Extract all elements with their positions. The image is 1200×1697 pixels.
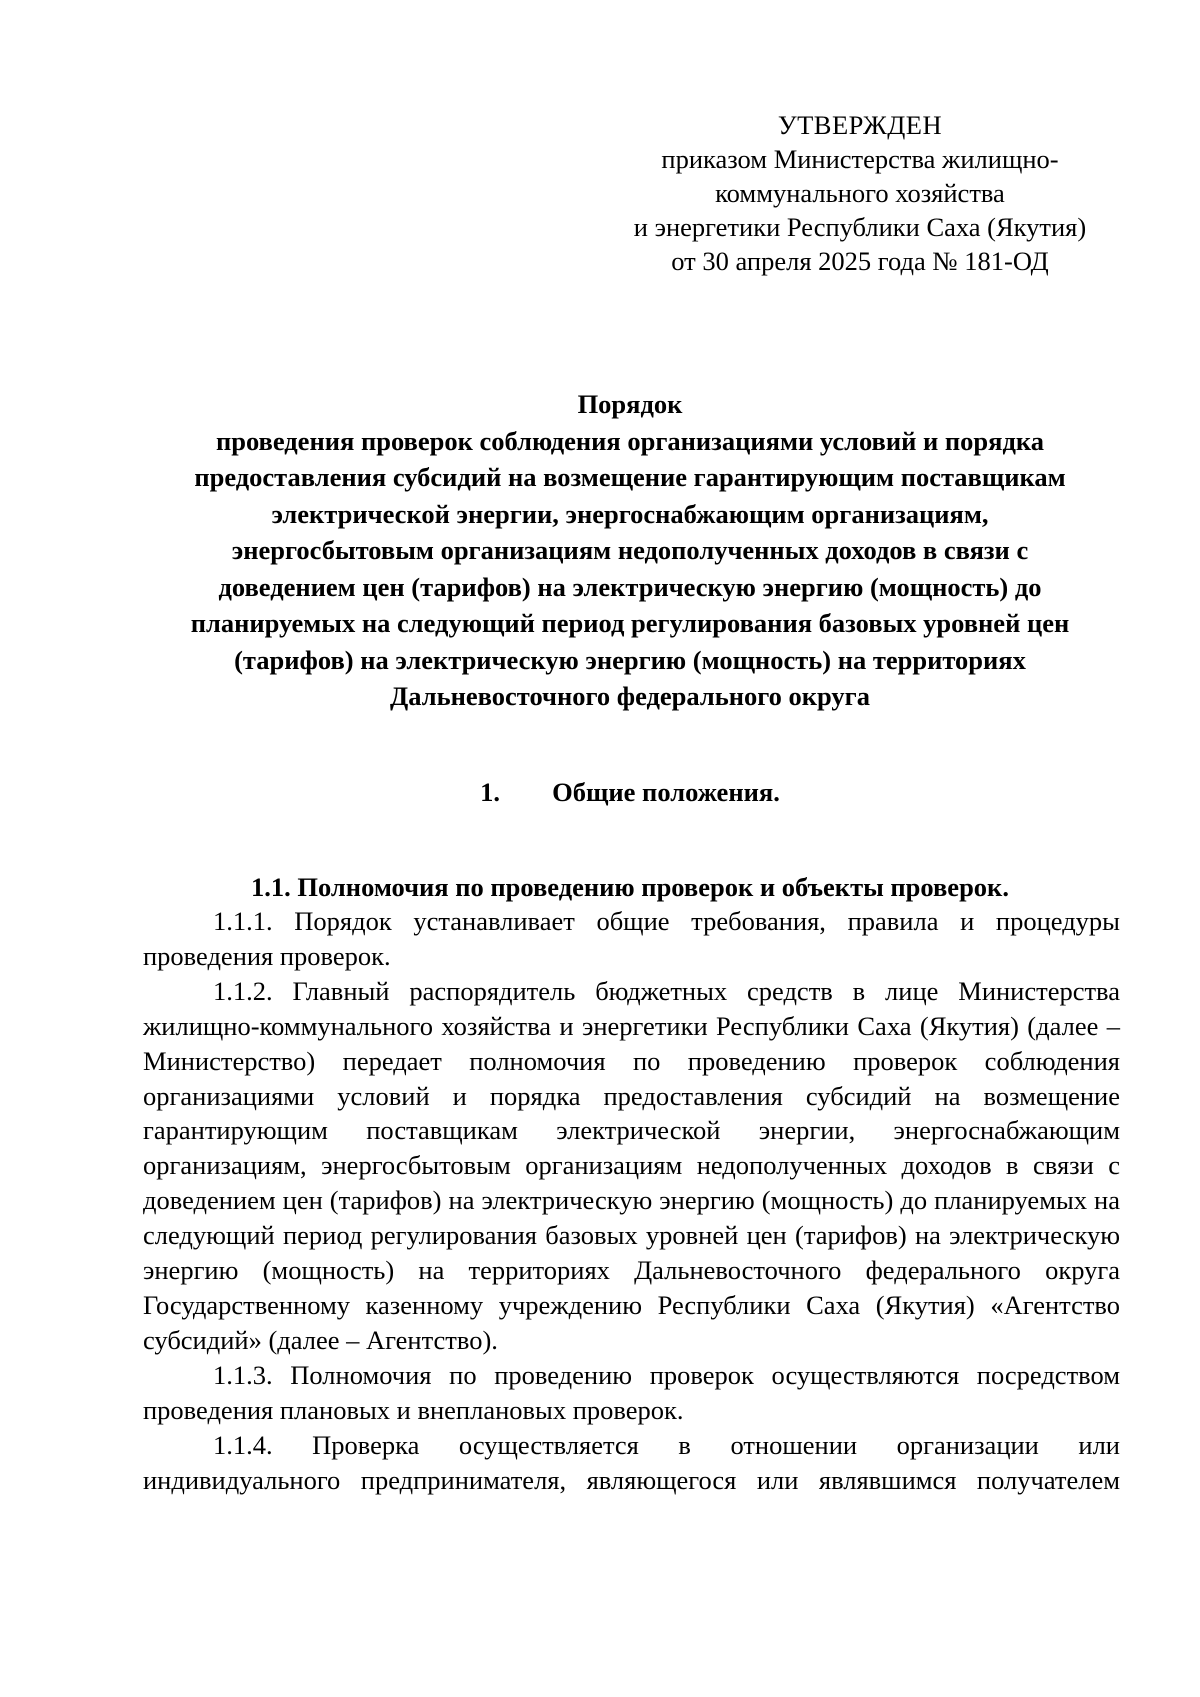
section-heading xyxy=(140,775,1120,809)
approval-line: коммунального хозяйства xyxy=(715,178,1005,208)
title-line: предоставления субсидий на возмещение гарантирующим поставщикам xyxy=(194,462,1066,492)
title-line: Дальневосточного федерального округа xyxy=(390,681,870,711)
title-line: (тарифов) на электрическую энергию (мощность) на территориях xyxy=(234,644,1026,675)
approval-stamp-title: УТВЕРЖДЕН xyxy=(777,110,943,140)
title-heading: Порядок xyxy=(577,389,683,419)
paragraph-1-1-3: 1.1.3. Полномочия по проведению проверок осуществляются посредством проведения плановых и внеплановых проверок. xyxy=(143,1359,1120,1425)
document-body xyxy=(143,904,1120,1497)
approval-line: приказом Министерства жилищно- xyxy=(661,144,1059,174)
paragraph-1-1-1: 1.1.1. Порядок устанавливает общие требования, правила и процедуры проведения проверок. xyxy=(143,906,1120,971)
paragraph-1-1-2: 1.1.2. Главный распорядитель бюджетных средств в лице Министерства жилищно-коммунального хозяйства и энергетики Республики Саха (Якутия) (далее – Министерство) передает полномочия по проведению проверок соблюдения организациями условий и порядка предоставления субсидий на возмещение гарантирующим поставщикам электрической энергии, энергоснабжающим организациям, энергосбытовым организациям недополученных доходов в связи с доведением цен (тарифов) на электрическую энергию (мощность) до планируемых на следующий период регулирования базовых уровней цен (тарифов) на электрическую энергию (мощность) на территориях Дальневосточного федерального округа Государственному казенному учреждению Республики Саха (Якутия) «Агентство субсидий» (далее – Агентство). xyxy=(143,975,1120,1355)
section-title: Общие положения. xyxy=(552,777,780,807)
approval-order-date-line: от 30 апреля 2025 года № 181-ОД xyxy=(671,246,1049,276)
subsection-heading: 1.1. Полномочия по проведению проверок и объекты проверок. xyxy=(251,872,1009,902)
title-line: планируемых на следующий период регулирования базовых уровней цен xyxy=(190,608,1070,638)
approval-stamp-block xyxy=(600,108,1120,278)
paragraph-1-1-4: 1.1.4. Проверка осуществляется в отношении организации или индивидуального предпринимателя, являющегося или являвшимся получателем xyxy=(143,1429,1120,1495)
section-number: 1. xyxy=(480,777,501,807)
title-line: доведением цен (тарифов) на электрическую энергию (мощность) до xyxy=(218,571,1042,602)
approval-line: и энергетики Республики Саха (Якутия) xyxy=(633,212,1087,242)
title-line: энергосбытовым организациям недополученных доходов в связи с xyxy=(231,535,1029,565)
document-title xyxy=(140,386,1120,715)
title-line: проведения проверок соблюдения организациями условий и порядка xyxy=(215,425,1045,456)
title-line: электрической энергии, энергоснабжающим организациям, xyxy=(271,498,989,529)
